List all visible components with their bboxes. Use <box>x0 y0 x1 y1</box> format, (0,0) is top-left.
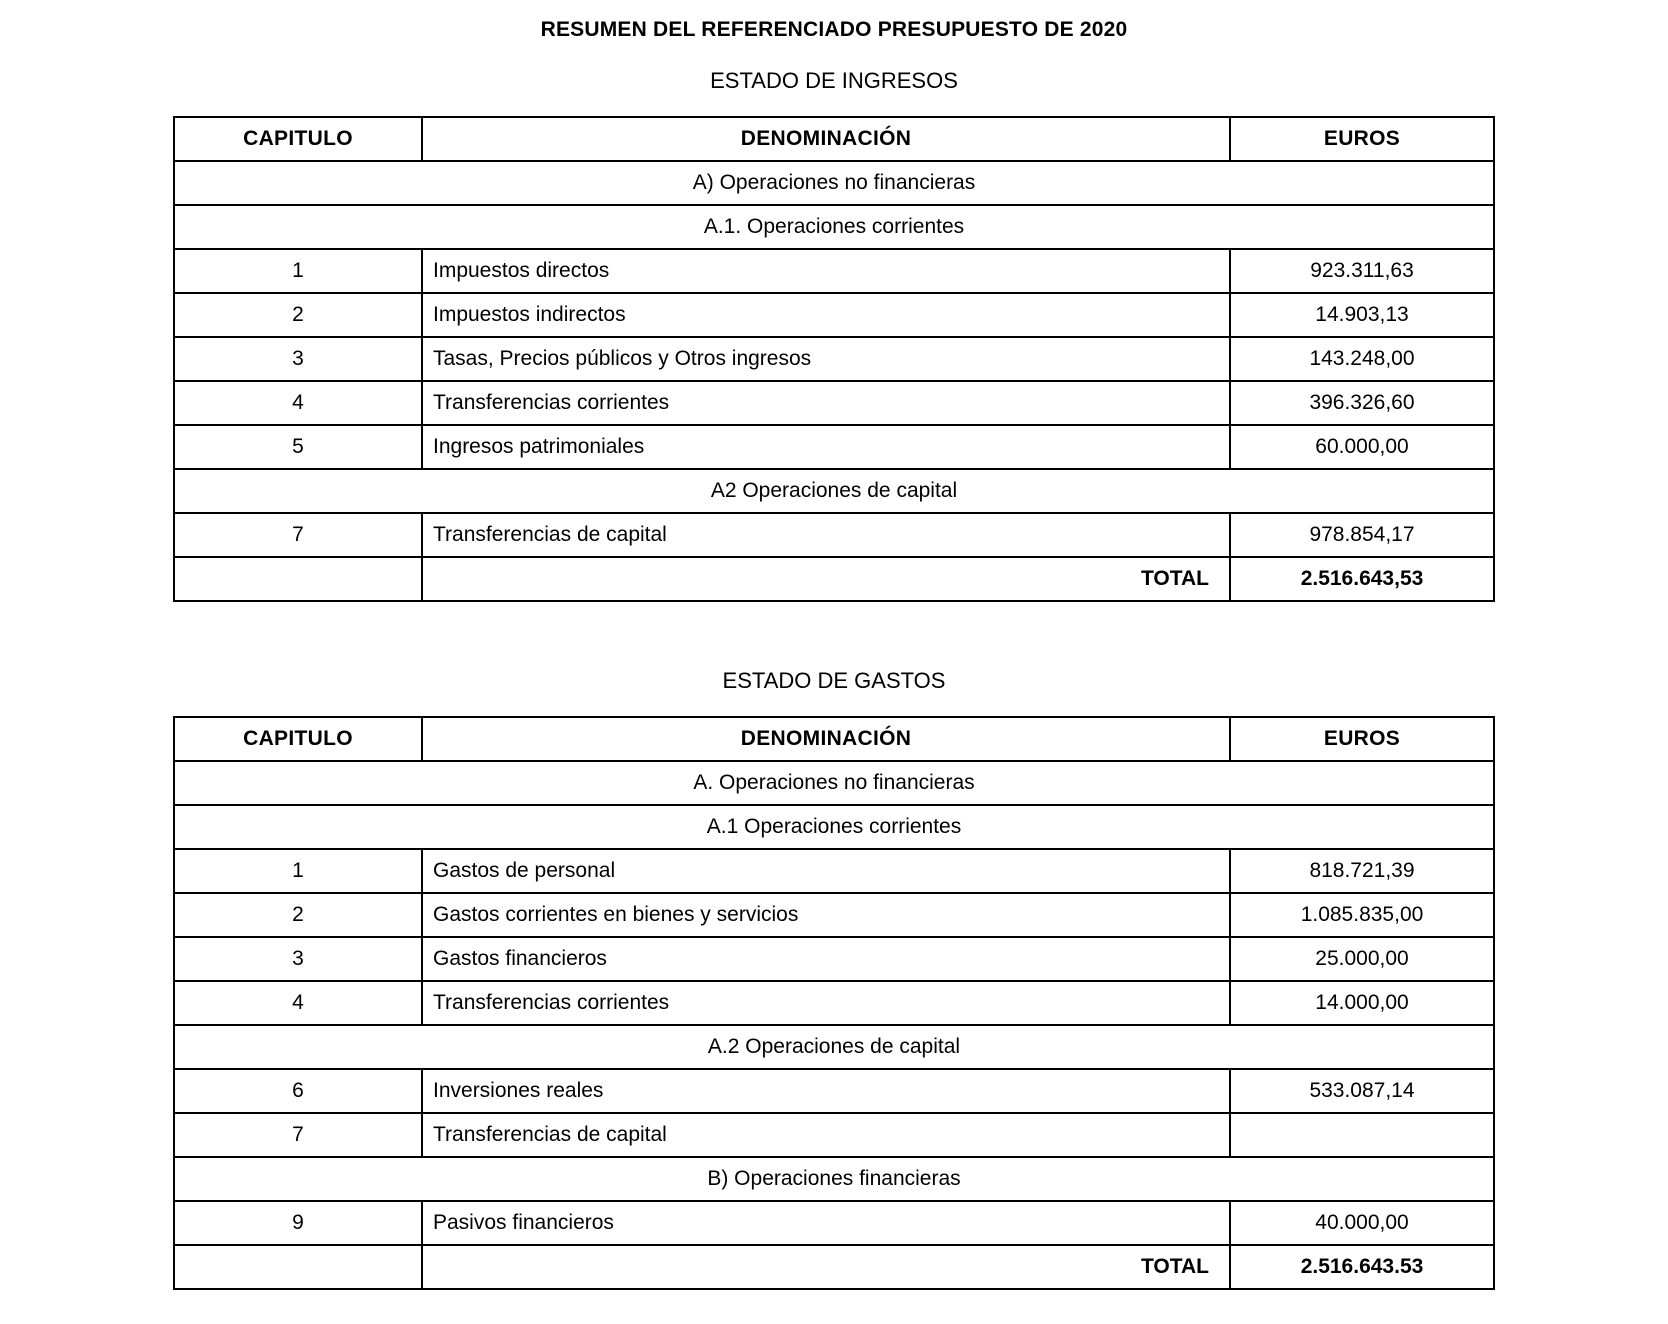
group-label: B) Operaciones financieras <box>174 1157 1494 1201</box>
table-row <box>174 381 1494 425</box>
total-label: TOTAL <box>422 557 1230 601</box>
total-capitulo-empty <box>174 1245 422 1289</box>
table-row <box>174 937 1494 981</box>
cell-denominacion: Transferencias corrientes <box>422 381 1230 425</box>
cell-capitulo: 1 <box>174 849 422 893</box>
group-label: A.2 Operaciones de capital <box>174 1025 1494 1069</box>
table-row <box>174 337 1494 381</box>
cell-euros: 396.326,60 <box>1230 381 1494 425</box>
column-header-euros: EUROS <box>1230 717 1494 761</box>
cell-capitulo: 7 <box>174 513 422 557</box>
cell-euros <box>1230 1113 1494 1157</box>
total-amount: 2.516.643.53 <box>1230 1245 1494 1289</box>
cell-denominacion: Gastos de personal <box>422 849 1230 893</box>
gastos-table-body <box>174 761 1494 1289</box>
cell-capitulo: 4 <box>174 381 422 425</box>
table-row <box>174 249 1494 293</box>
table-group-row <box>174 161 1494 205</box>
section-title-gastos: ESTADO DE GASTOS <box>722 668 946 693</box>
cell-euros: 14.903,13 <box>1230 293 1494 337</box>
cell-denominacion: Impuestos directos <box>422 249 1230 293</box>
column-header-denominacion: DENOMINACIÓN <box>422 717 1230 761</box>
cell-denominacion: Transferencias corrientes <box>422 981 1230 1025</box>
table-row <box>174 513 1494 557</box>
table-row <box>174 1113 1494 1157</box>
table-row <box>174 293 1494 337</box>
group-label: A.1 Operaciones corrientes <box>174 805 1494 849</box>
table-group-row <box>174 205 1494 249</box>
table-header-row <box>174 717 1494 761</box>
group-label: A.1. Operaciones corrientes <box>174 205 1494 249</box>
table-total-row <box>174 1245 1494 1289</box>
cell-capitulo: 2 <box>174 293 422 337</box>
column-header-capitulo: CAPITULO <box>174 117 422 161</box>
table-group-row <box>174 761 1494 805</box>
cell-euros: 143.248,00 <box>1230 337 1494 381</box>
cell-capitulo: 4 <box>174 981 422 1025</box>
cell-capitulo: 7 <box>174 1113 422 1157</box>
column-header-capitulo: CAPITULO <box>174 717 422 761</box>
table-group-row <box>174 469 1494 513</box>
gastos-table <box>173 716 1495 1290</box>
total-amount: 2.516.643,53 <box>1230 557 1494 601</box>
table-group-row <box>174 1157 1494 1201</box>
cell-denominacion: Tasas, Precios públicos y Otros ingresos <box>422 337 1230 381</box>
ingresos-table-body <box>174 161 1494 601</box>
cell-capitulo: 3 <box>174 937 422 981</box>
table-row <box>174 1201 1494 1245</box>
cell-denominacion: Impuestos indirectos <box>422 293 1230 337</box>
cell-euros: 818.721,39 <box>1230 849 1494 893</box>
cell-denominacion: Gastos corrientes en bienes y servicios <box>422 893 1230 937</box>
cell-euros: 25.000,00 <box>1230 937 1494 981</box>
cell-euros: 923.311,63 <box>1230 249 1494 293</box>
cell-euros: 533.087,14 <box>1230 1069 1494 1113</box>
cell-capitulo: 2 <box>174 893 422 937</box>
table-group-row <box>174 805 1494 849</box>
table-group-row <box>174 1025 1494 1069</box>
cell-capitulo: 1 <box>174 249 422 293</box>
section-title-ingresos: ESTADO DE INGRESOS <box>710 68 958 93</box>
ingresos-table <box>173 116 1495 602</box>
table-row <box>174 981 1494 1025</box>
cell-denominacion: Transferencias de capital <box>422 513 1230 557</box>
cell-denominacion: Gastos financieros <box>422 937 1230 981</box>
column-header-denominacion: DENOMINACIÓN <box>422 117 1230 161</box>
group-label: A2 Operaciones de capital <box>174 469 1494 513</box>
cell-euros: 40.000,00 <box>1230 1201 1494 1245</box>
group-label: A) Operaciones no financieras <box>174 161 1494 205</box>
group-label: A. Operaciones no financieras <box>174 761 1494 805</box>
cell-denominacion: Transferencias de capital <box>422 1113 1230 1157</box>
table-row <box>174 893 1494 937</box>
page-title: RESUMEN DEL REFERENCIADO PRESUPUESTO DE 2020 <box>540 18 1128 41</box>
cell-euros: 60.000,00 <box>1230 425 1494 469</box>
table-row <box>174 1069 1494 1113</box>
cell-denominacion: Pasivos financieros <box>422 1201 1230 1245</box>
table-header-row <box>174 117 1494 161</box>
cell-capitulo: 3 <box>174 337 422 381</box>
total-capitulo-empty <box>174 557 422 601</box>
cell-denominacion: Ingresos patrimoniales <box>422 425 1230 469</box>
column-header-euros: EUROS <box>1230 117 1494 161</box>
cell-capitulo: 5 <box>174 425 422 469</box>
cell-euros: 978.854,17 <box>1230 513 1494 557</box>
cell-euros: 14.000,00 <box>1230 981 1494 1025</box>
cell-denominacion: Inversiones reales <box>422 1069 1230 1113</box>
table-total-row <box>174 557 1494 601</box>
cell-capitulo: 9 <box>174 1201 422 1245</box>
table-row <box>174 425 1494 469</box>
total-label: TOTAL <box>422 1245 1230 1289</box>
cell-capitulo: 6 <box>174 1069 422 1113</box>
cell-euros: 1.085.835,00 <box>1230 893 1494 937</box>
table-row <box>174 849 1494 893</box>
